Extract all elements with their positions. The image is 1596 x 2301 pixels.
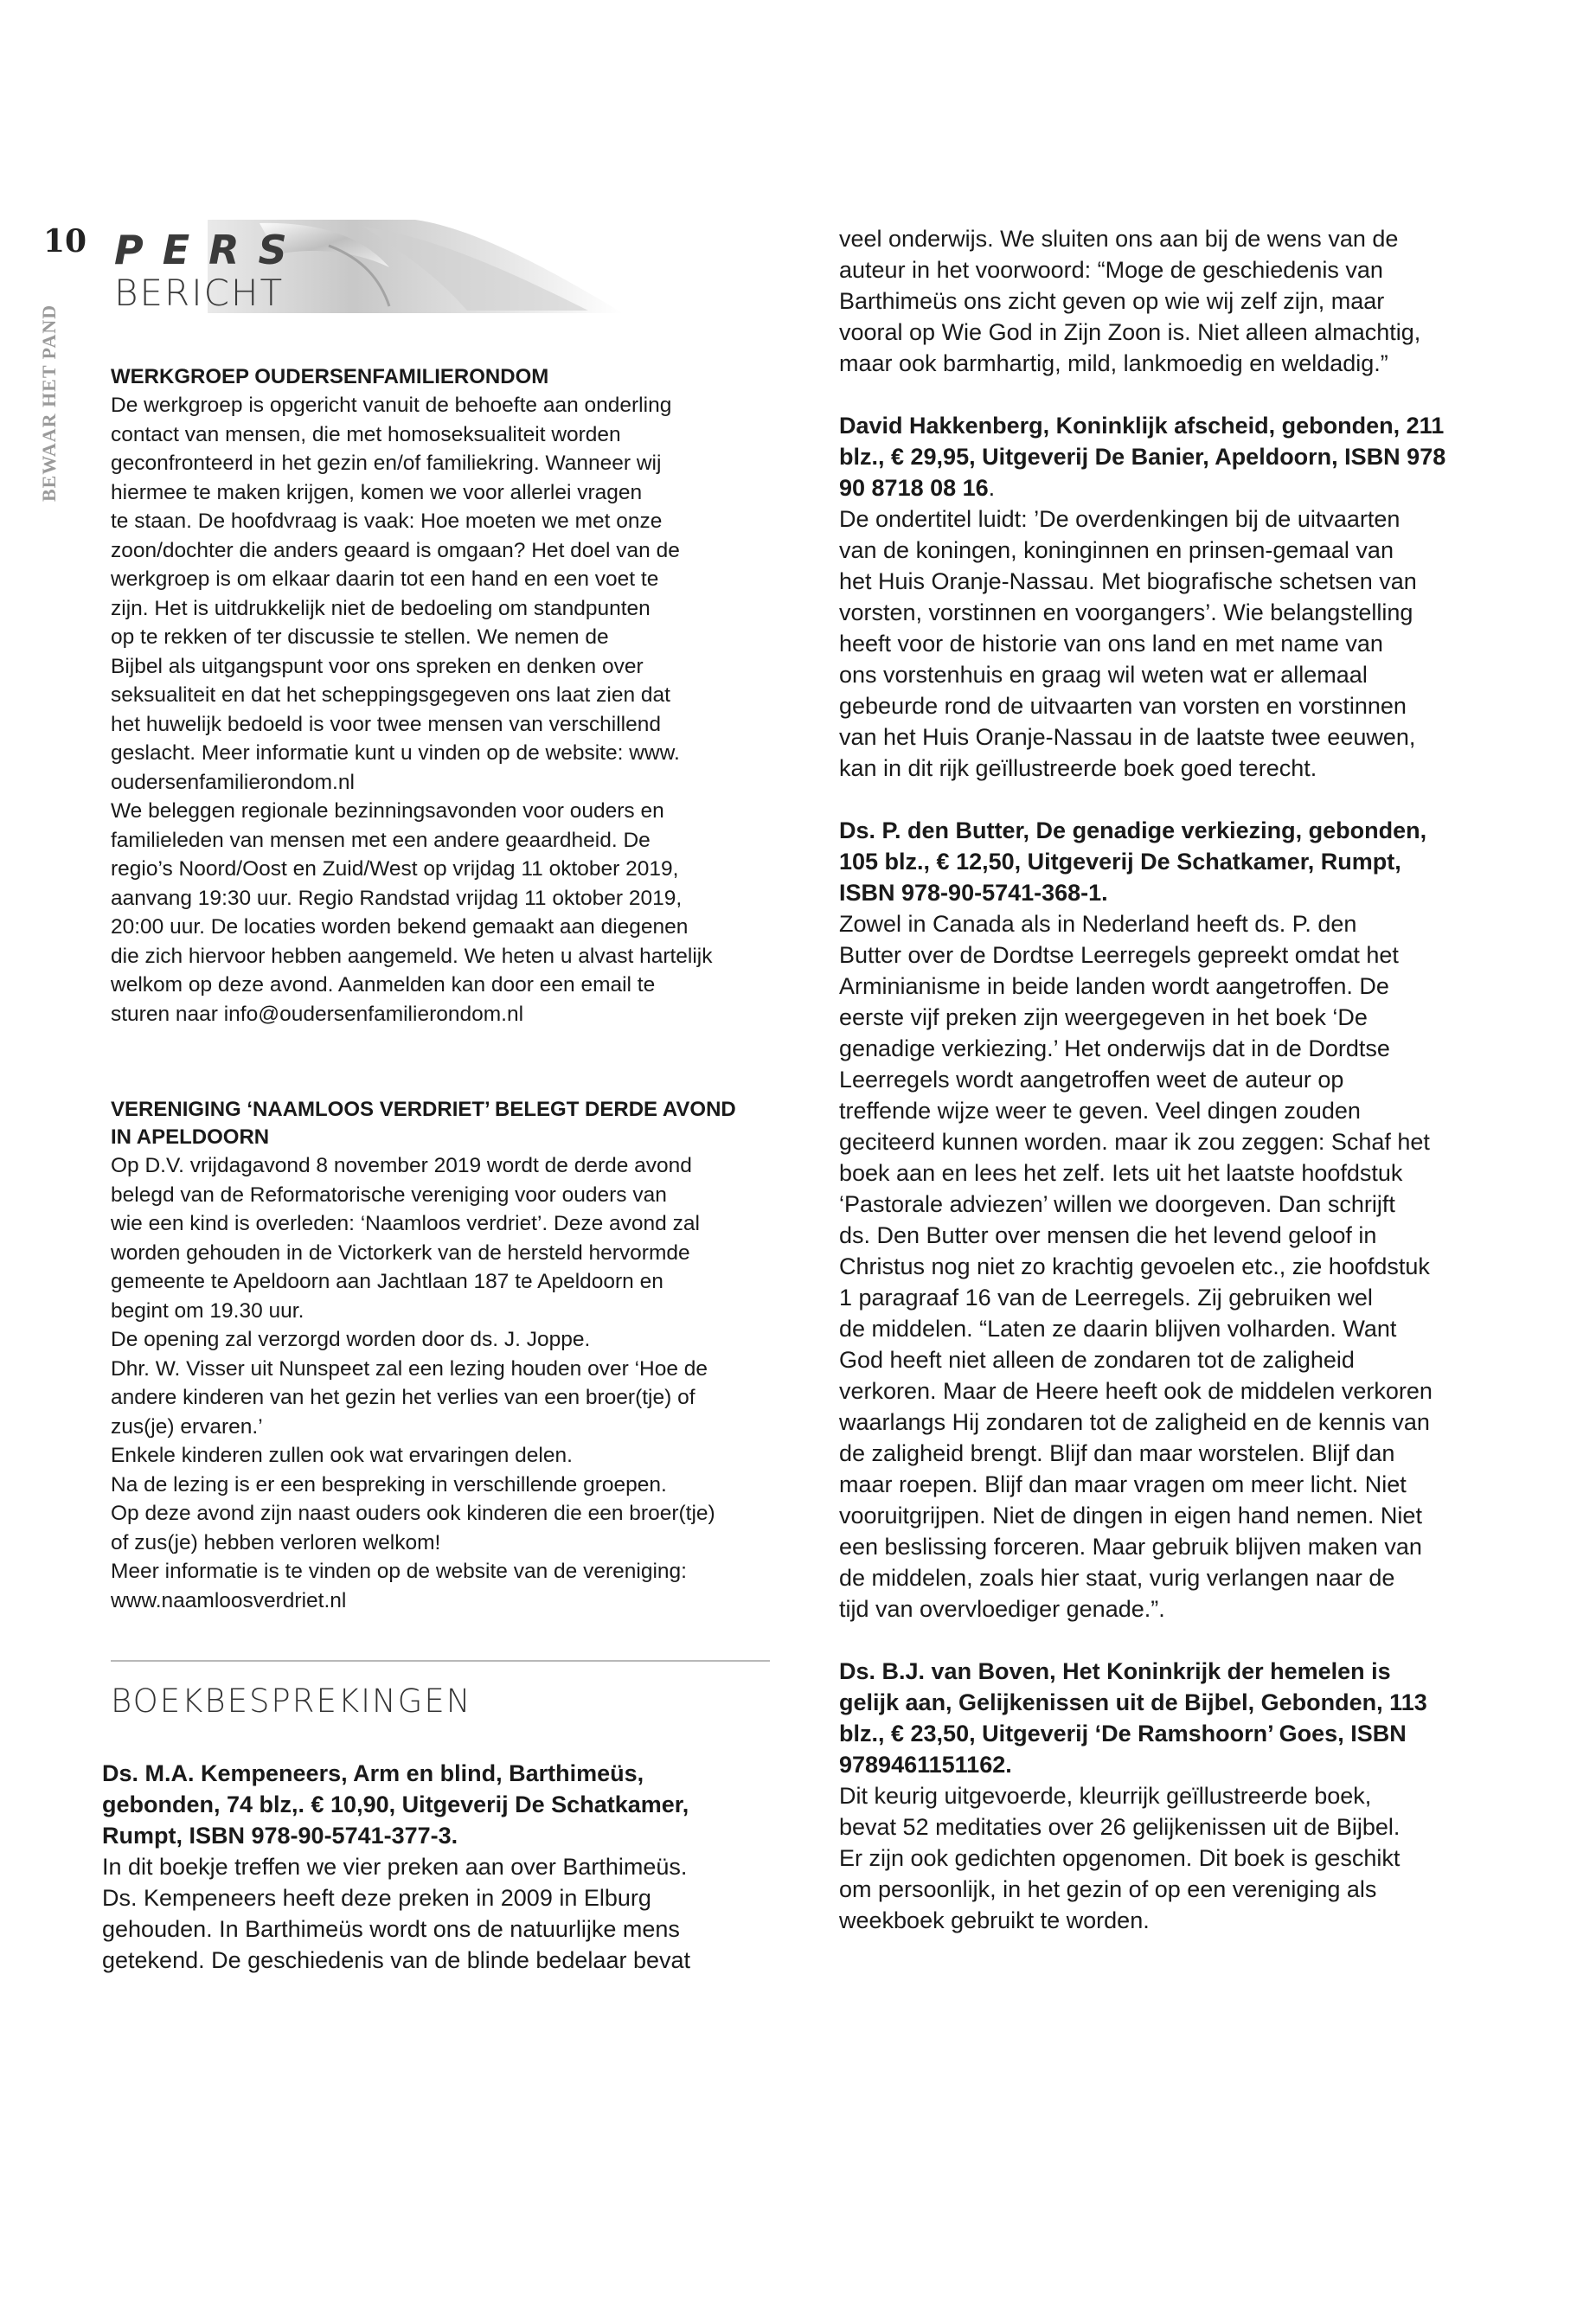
article-body: Op D.V. vrijdagavond 8 november 2019 wordt de derde avond belegd van de Reformatorische vereniging voor ouders van wie een kind is overleden: ‘Naamloos verdriet’. Deze avond zal worden gehouden in de Victorkerk van de hersteld hervormde gemeente te Apeldoorn aan Jachtlaan 187 te Apeldoorn en begint om 19.30 uur. De opening zal verzorgd worden door ds. J. Joppe. Dhr. W. Visser uit Nunspeet zal een lezing houden over ‘Hoe de andere kinderen van het gezin het verlies van een broer(tje) of zus(je) ervaren.’ Enkele kinderen zullen ook wat ervaringen delen. Na de lezing is er een bespreking in verschillende groepen. Op deze avond zijn naast ouders ook kinderen die een broer(tje) of zus(je) hebben verloren welkom! Meer informatie is te vinden op de website van de vereniging: www.naamloosverdriet.nl xyxy=(111,1154,715,1612)
review-body: De ondertitel luidt: ’De overdenkingen bij de uitvaarten van de koningen, koninginnen en prinsen-gemaal van het Huis Oranje-Nassau. Met biografische schetsen van vorsten, vorstinnen en voorgangers’. Wie belangstelling heeft voor de historie van ons land en met name van ons vorstenhuis en graag wil weten wat er allemaal gebeurde rond de uitvaarten van vorsten en vorstinnen van het Huis Oranje-Nassau in de laatste twee eeuwen, kan in dit rijk geïllustreerde boek goed terecht. xyxy=(839,506,1417,781)
review-body: Zowel in Canada als in Nederland heeft ds. P. den Butter over de Dordtse Leerregels gepreekt omdat het Arminianisme in beide landen wordt aangetroffen. De eerste vijf preken zijn weergegeven in het boek ‘De genadige verkiezing.’ Het onderwijs dat in de Dordtse Leerregels wordt aangetroffen weet de auteur op treffende wijze weer te geven. Veel dingen zouden geciteerd kunnen worden. maar ik zou zeggen: Schaf het boek aan en lees het zelf. Iets uit het laatste hoofdstuk ‘Pastorale adviezen’ willen we doorgeven. Dan schrijft ds. Den Butter over mensen die het levend geloof in Christus nog niet zo krachtig gevoelen etc., zie hoofdstuk 1 paragraaf 16 van de Leerregels. Zij gebruiken wel de middelen. “Laten ze daarin blijven volharden. Want God heeft niet alleen de zondaren tot de zaligheid verkoren. Maar de Heere heeft ook de middelen verkoren waarlangs Hij zondaren tot de zaligheid en de kennis van de zaligheid brengt. Blijf dan maar worstelen. Blijf dan maar roepen. Blijf dan maar vragen om meer licht. Niet vooruitgrijpen. Niet de dingen in eigen hand nemen. Niet een beslissing forceren. Maar gebruik blijven maken van de middelen, zoals hier staat, vurig verlangen naar de tijd van overvloediger genade.”. xyxy=(839,911,1433,1622)
review-body: Dit keurig uitgevoerde, kleurrijk geïllustreerde boek, bevat 52 meditaties over 26 gelijkenissen uit de Bijbel. Er zijn ook gedichten opgenomen. Dit boek is geschikt om persoonlijk, in het gezin of op een vereniging als weekboek gebruikt te worden. xyxy=(839,1783,1401,1933)
review-kempeneers xyxy=(102,1758,777,1976)
article-title: WERKGROEP OUDERSENFAMILIERONDOM xyxy=(111,365,549,388)
page-number: 10 xyxy=(43,223,87,260)
article-werkgroep xyxy=(111,363,770,1029)
article-naamloos-verdriet xyxy=(111,1096,770,1615)
article-body: De werkgroep is opgericht vanuit de behoefte aan onderling contact van mensen, die met homoseksualiteit worden geconfronteerd in het gezin en/of familiekring. Wanneer wij hiermee te maken krijgen, komen we voor allerlei vragen te staan. De hoofdvraag is vaak: Hoe moeten we met onze zoon/dochter die anders geaard is omgaan? Het doel van de werkgroep is om elkaar daarin tot een hand en een voet te zijn. Het is uitdrukkelijk niet de bedoeling om standpunten op te rekken of ter discussie te stellen. We nemen de Bijbel als uitgangspunt voor ons spreken en denken over seksualiteit en dat het scheppingsgegeven ons laat zien dat het huwelijk bedoeld is voor twee mensen van verschillend geslacht. Meer informatie kunt u vinden op de website: www. oudersenfamilierondom.nl We beleggen regionale bezinningsavonden voor ouders en familieleden van mensen met een andere geaardheid. De regio’s Noord/Oost en Zuid/West op vrijdag 11 oktober 2019, aanvang 19:30 uur. Regio Randstad vrijdag 11 oktober 2019, 20:00 uur. De locaties worden bekend gemaakt aan diegenen die zich hiervoor hebben aangemeld. We heten u alvast hartelijk welkom op deze avond. Aanmelden kan door een email te sturen naar info@oudersenfamilierondom.nl xyxy=(111,394,713,1026)
article-title: VERENIGING ‘NAAMLOOS VERDRIET’ BELEGT DERDE AVOND IN APELDOORN xyxy=(111,1098,736,1149)
review-body: In dit boekje treffen we vier preken aan over Barthimeüs. Ds. Kempeneers heeft deze preken in 2009 in Elburg gehouden. In Barthimeüs wordt ons de natuurlijke mens getekend. De geschiedenis van de blinde bedelaar bevat xyxy=(102,1854,690,1973)
section-heading-boekbesprekingen: BOEKBESPREKINGEN xyxy=(111,1682,472,1720)
review-title-suffix: . xyxy=(988,475,996,501)
left-column xyxy=(102,363,770,1976)
logo-bericht: BERICHT xyxy=(114,272,285,314)
side-label: BEWAAR HET PAND xyxy=(38,304,60,502)
section-divider xyxy=(111,1660,770,1662)
review-title: Ds. B.J. van Boven, Het Koninkrijk der hemelen is gelijk aan, Gelijkenissen uit de Bijbel, Gebonden, 113 blz., € 23,50, Uitgeverij ‘De Ramshoorn’ Goes, ISBN 9789461151162. xyxy=(839,1658,1427,1778)
review-van-boven xyxy=(839,1656,1497,1936)
right-column xyxy=(839,223,1497,1936)
review-title: Ds. P. den Butter, De genadige verkiezing, gebonden, 105 blz., € 12,50, Uitgeverij De Schatkamer, Rumpt, ISBN 978-90-5741-368-1. xyxy=(839,817,1427,906)
logo-pers: PERS xyxy=(114,227,306,273)
review-hakkenberg xyxy=(839,410,1497,784)
review-body-continuation: veel onderwijs. We sluiten ons aan bij de wens van de auteur in het voorwoord: “Moge de geschiedenis van Barthimeüs ons zicht geven op wie wij zelf zijn, maar vooral op Wie God in Zijn Zoon is. Niet alleen almachtig, maar ook barmhartig, mild, lankmoedig en weldadig.” xyxy=(839,226,1421,376)
review-title: Ds. M.A. Kempeneers, Arm en blind, Barthimeüs, gebonden, 74 blz,. € 10,90, Uitgeverij De Schatkamer, Rumpt, ISBN 978-90-5741-377-3. xyxy=(102,1760,689,1849)
review-den-butter xyxy=(839,815,1497,1625)
review-title: David Hakkenberg, Koninklijk afscheid, gebonden, 211 blz., € 29,95, Uitgeverij De Banier, Apeldoorn, ISBN 978 90 8718 08 16 xyxy=(839,413,1446,501)
